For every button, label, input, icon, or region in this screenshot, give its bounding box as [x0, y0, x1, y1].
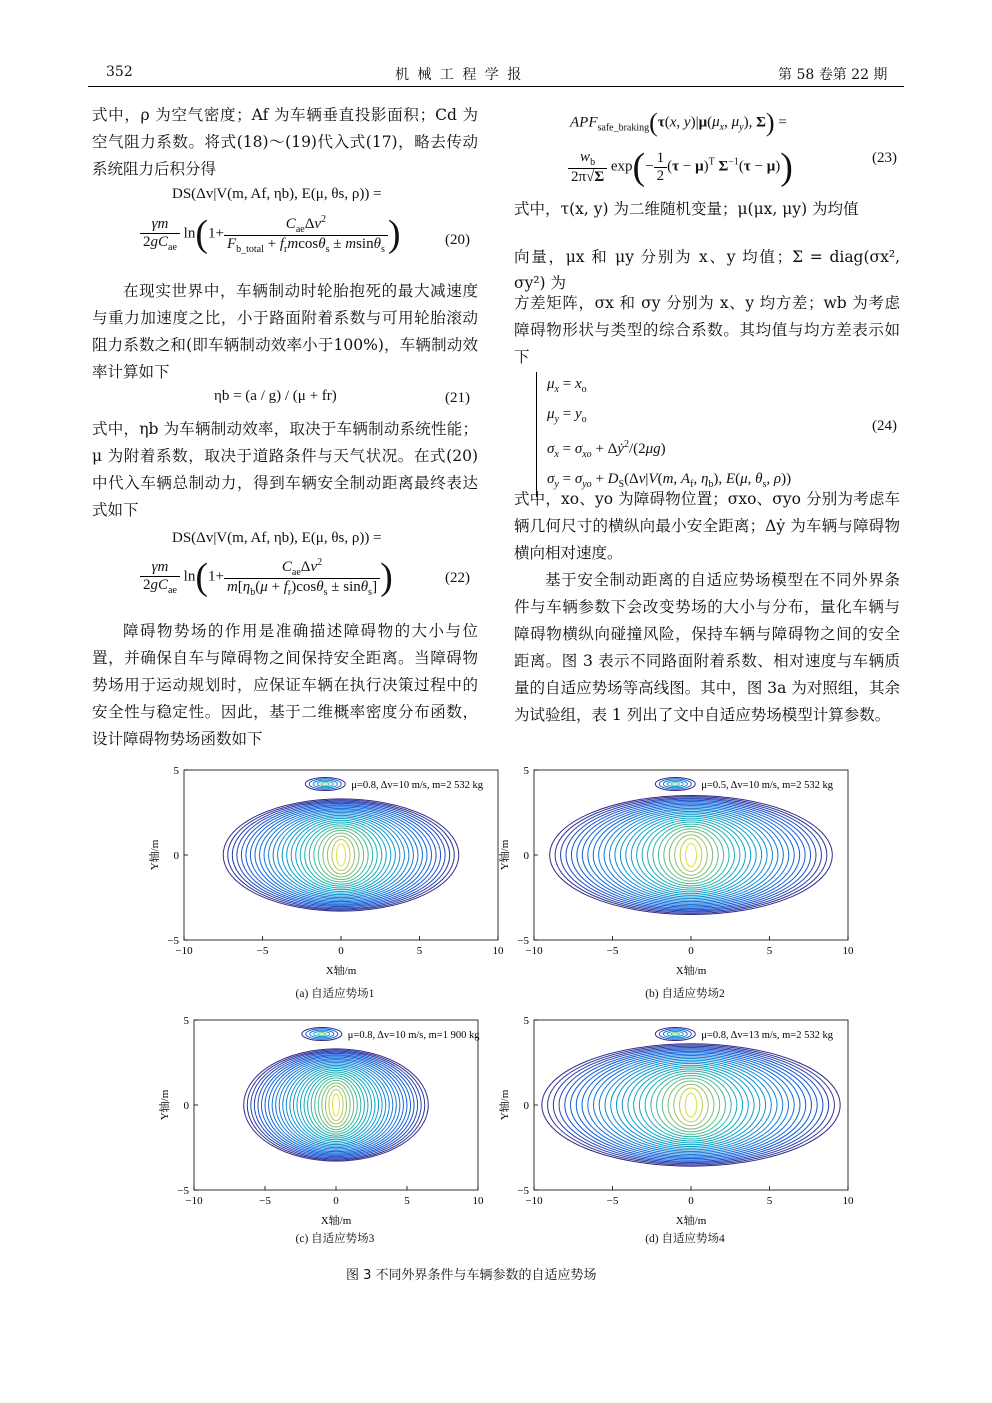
eq23-number: (23) — [872, 150, 897, 166]
y-tick-label: 0 — [523, 1100, 529, 1112]
x-tick-label: −5 — [256, 945, 269, 957]
contour-chart-d — [490, 1010, 860, 1230]
plot-area — [534, 1020, 848, 1190]
legend-label: μ=0.5, Δv=10 m/s, m=2 532 kg — [701, 780, 833, 791]
x-tick-label: −10 — [185, 1195, 203, 1207]
y-tick-label: 5 — [173, 765, 179, 777]
y-tick-label: 0 — [183, 1100, 189, 1112]
x-tick-label: 10 — [842, 945, 854, 957]
para-text: 式中，τ(x, y) 为二维随机变量；μ(μx, μy) 为均值 — [514, 200, 859, 218]
para-text: 基于安全制动距离的自适应势场模型在不同外界条件与车辆参数下会改变势场的大小与分布，量化车辆与障碍物横纵向碰撞风险，保持车辆与障碍物之间的安全距离。图 3 表示不同路面附着系数、相对速度与车辆质量的自适应势场等高线图。其中，图 3a 为对照组，其余为试验组，表 1 列出了文中自适应势场模型计算参数。 — [514, 571, 900, 724]
left-para-2 — [92, 278, 478, 386]
right-para-5c — [514, 290, 900, 371]
y-axis-label: Y轴/m — [499, 1089, 511, 1121]
x-tick-label: 5 — [766, 945, 773, 957]
y-tick-label: −5 — [517, 1185, 529, 1197]
x-tick-label: 0 — [688, 1195, 694, 1207]
y-tick-label: 5 — [183, 1015, 189, 1027]
legend-label: μ=0.8, Δv=10 m/s, m=2 532 kg — [351, 780, 483, 791]
y-tick-label: −5 — [167, 935, 179, 947]
x-tick-label: 0 — [333, 1195, 339, 1207]
x-tick-label: −10 — [525, 1195, 543, 1207]
y-axis-label: Y轴/m — [499, 839, 511, 871]
eq23-lhs: $APF_{safe\_braking}(\tau(x$, $y)|\mu(\mu_x$, $\mu_y$), Σ) = — [570, 108, 787, 137]
subcaption-c: (c) 自适应势场3 — [295, 1233, 375, 1245]
eq24: $\mu_x = x_o$ $\mu_y = y_o$ $\sigma_x = \sigma_{xo}$ + Δẏ$^2$/(2μg) $\sigma_y = \sigma_{yo} + D_S(\Delta v|V(m$, $A_f$, $\eta_b$), E(μ, $\theta_s$, ρ)) — [536, 372, 791, 497]
subcaption-a: (a) 自适应势场1 — [295, 988, 375, 1000]
eq22-rhs: $\frac{\gamma m}{2gC_{ae}}$ ln(1+ $\frac{C_{ae}\Delta v^2}{m[\eta_b(\mu + f_r)\cos\theta_s \pm \sin\theta_s]}$ ) — [140, 555, 393, 599]
y-tick-label: 5 — [523, 1015, 529, 1027]
eq20-number: (20) — [445, 232, 470, 248]
y-tick-label: −5 — [517, 935, 529, 947]
y-axis-label: Y轴/m — [149, 839, 161, 871]
journal-title: 机 械 工 程 学 报 — [395, 67, 524, 83]
left-para-3 — [92, 416, 478, 524]
x-tick-label: 10 — [842, 1195, 854, 1207]
eq22-number: (22) — [445, 570, 470, 586]
eq21: ηb = (a / g) / (μ + fr) — [214, 388, 337, 404]
x-tick-label: 10 — [472, 1195, 484, 1207]
right-para-5b — [514, 244, 900, 296]
y-tick-label: 0 — [173, 850, 179, 862]
para-text: 方差矩阵，σx 和 σy 分别为 x、y 均方差；wb 为考虑障碍物形状与类型的综合系数。其均值与均方差表示如下 — [514, 294, 900, 366]
para-text: 在现实世界中，车辆制动时轮胎抱死的最大减速度与重力加速度之比，小于路面附着系数与可用轮胎滚动阻力系数之和(即车辆制动效率小于100%)，车辆制动效率计算如下 — [92, 282, 478, 381]
plot-area — [184, 770, 498, 940]
eq20-lhs: DS(Δv|V(m, Af, ηb), E(μ, θs, ρ)) = — [172, 186, 382, 202]
subcaption-d: (d) 自适应势场4 — [645, 1233, 725, 1245]
issue-label: 第 58 卷第 22 期 — [778, 67, 888, 83]
x-tick-label: 0 — [338, 945, 344, 957]
x-tick-label: 0 — [688, 945, 694, 957]
eq22-lhs: DS(Δv|V(m, Af, ηb), E(μ, θs, ρ)) = — [172, 530, 382, 546]
x-tick-label: −10 — [525, 945, 543, 957]
right-para-7 — [514, 567, 900, 729]
x-tick-label: 5 — [766, 1195, 773, 1207]
x-axis-label: X轴/m — [325, 965, 357, 977]
legend-label: μ=0.8, Δv=13 m/s, m=2 532 kg — [701, 1030, 833, 1041]
x-tick-label: 5 — [404, 1195, 410, 1207]
plot-area — [194, 1020, 478, 1190]
left-para-4 — [92, 618, 478, 753]
x-axis-label: X轴/m — [320, 1215, 352, 1227]
x-tick-label: −10 — [175, 945, 193, 957]
eq23-rhs: $\frac{w_b}{2\pi√\Sigma}$ exp(− $\frac{1}{2}$ $(\tau - \mu)^T$ $\Sigma^{-1}(\tau - \mu)$) — [568, 145, 793, 189]
y-tick-label: 0 — [523, 850, 529, 862]
x-tick-label: −5 — [259, 1195, 271, 1207]
left-para-1 — [92, 102, 478, 183]
x-tick-label: −5 — [606, 945, 619, 957]
x-tick-label: −5 — [606, 1195, 619, 1207]
contour-chart-a — [140, 760, 510, 980]
para-text: 式中，ρ 为空气密度；Af 为车辆垂直投影面积；Cd 为空气阻力系数。将式(18)～(19)代入式(17)，略去传动系统阻力后积分得 — [92, 106, 478, 178]
para-text: 式中，xo、yo 为障碍物位置；σxo、σyo 分别为考虑车辆几何尺寸的横纵向最小安全距离；Δẏ 为车辆与障碍物横向相对速度。 — [514, 490, 900, 562]
y-axis-label: Y轴/m — [159, 1089, 171, 1121]
x-axis-label: X轴/m — [675, 1215, 707, 1227]
right-para-5 — [514, 196, 900, 222]
para-text: 式中，ηb 为车辆制动效率，取决于车辆制动系统性能；μ 为附着系数，取决于道路条件与天气状况。在式(20)中代入车辆总制动力，得到车辆安全制动距离最终表达式如下 — [92, 420, 478, 519]
x-tick-label: 10 — [492, 945, 504, 957]
contour-chart-b — [490, 760, 860, 980]
eq21-number: (21) — [445, 390, 470, 406]
x-tick-label: 5 — [416, 945, 423, 957]
subcaption-b: (b) 自适应势场2 — [645, 988, 725, 1000]
eq24-number: (24) — [872, 418, 897, 434]
y-tick-label: 5 — [523, 765, 529, 777]
header-rule — [88, 86, 904, 87]
contour-chart-c — [150, 1010, 490, 1230]
figure-caption: 图 3 不同外界条件与车辆参数的自适应势场 — [346, 1268, 597, 1283]
para-text: 障碍物势场的作用是准确描述障碍物的大小与位置，并确保自车与障碍物之间保持安全距离。当障碍物势场用于运动规划时，应保证车辆在执行决策过程中的安全性与稳定性。因此，基于二维概率密度分布函数，设计障碍物势场函数如下 — [92, 622, 478, 748]
page-number: 352 — [106, 64, 133, 80]
para-text: 向量，μx 和 μy 分别为 x、y 均值；Σ = diag(σx², σy²) 为 — [514, 248, 900, 292]
legend-label: μ=0.8, Δv=10 m/s, m=1 900 kg — [347, 1030, 480, 1041]
y-tick-label: −5 — [177, 1185, 189, 1197]
eq20-rhs: $\frac{\gamma m}{2gC_{ae}}$ ln(1+ $\frac{C_{ae}\Delta v^2}{F_{b\_total} + f_rmcos\theta_s \pm msin\theta_s}$ ) — [140, 212, 401, 256]
right-para-6 — [514, 486, 900, 567]
x-axis-label: X轴/m — [675, 965, 707, 977]
